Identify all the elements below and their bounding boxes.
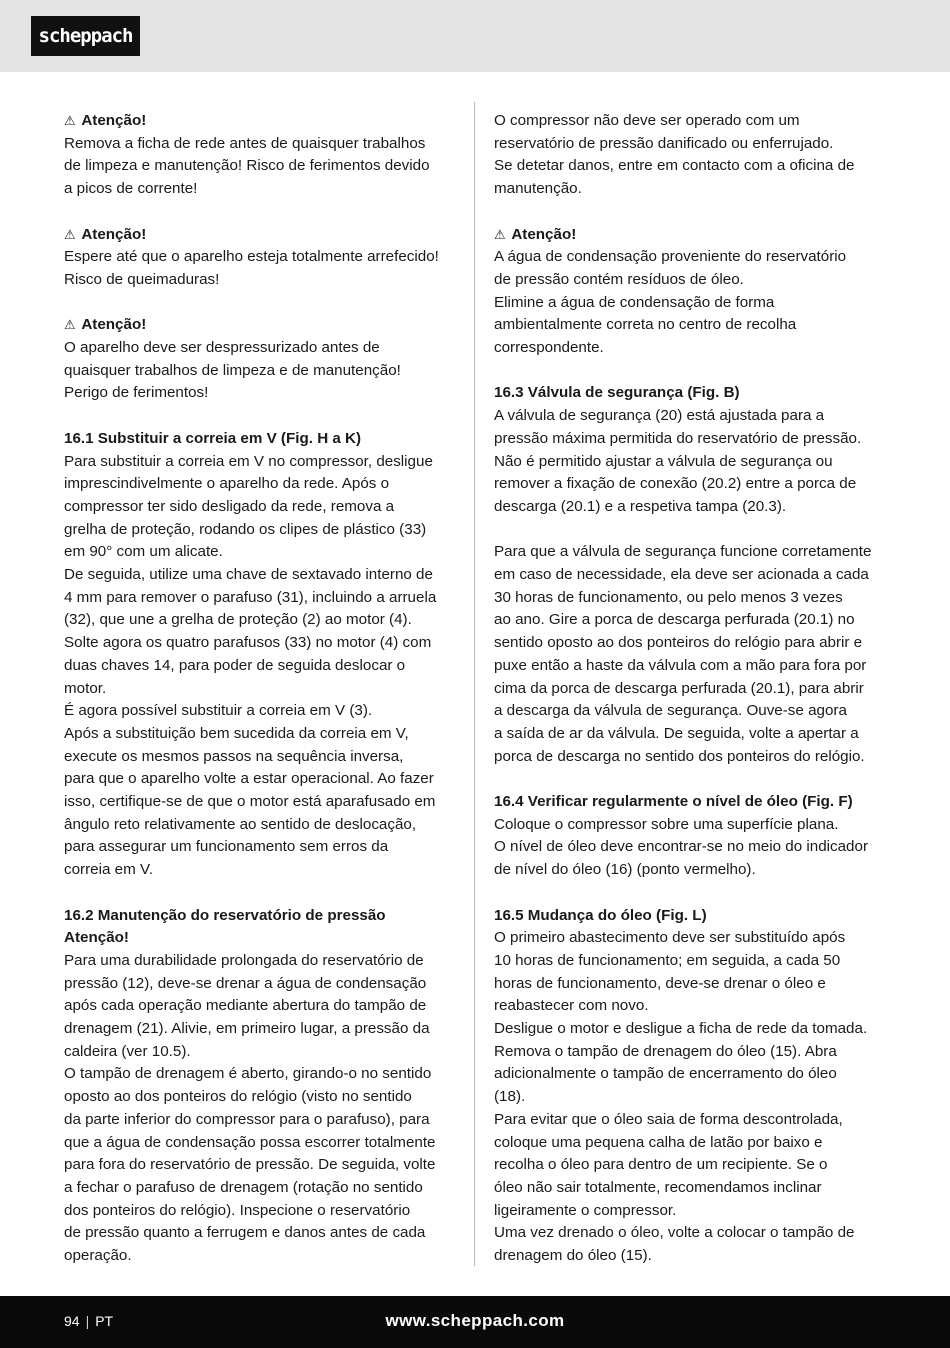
text-line: É agora possível substituir a correia em V (3).: [64, 702, 373, 720]
warning-title: Atenção!: [511, 225, 577, 243]
column-divider: [474, 102, 475, 1266]
text-line: a picos de corrente!: [64, 180, 198, 198]
text-line: Coloque o compressor sobre uma superfície plana.: [494, 815, 839, 833]
text-line: grelha de proteção, rodando os clipes de plástico (33): [64, 520, 427, 538]
text-line: para que o aparelho volte a estar operacional. Ao fazer: [64, 770, 434, 788]
text-line: drenagem do óleo (15).: [494, 1247, 652, 1265]
text-line: em 90° com um alicate.: [64, 543, 223, 561]
text-line: recolha o óleo para dentro de um recipiente. Se o: [494, 1156, 828, 1174]
text-line: oposto ao dos ponteiros do relógio (visto no sentido: [64, 1088, 412, 1106]
warning-triangle-icon: ⚠: [64, 317, 76, 333]
text-line: puxe então a haste da válvula com a mão para fora por: [494, 656, 867, 674]
warning-title: Atenção!: [81, 225, 147, 243]
text-line: A água de condensação proveniente do reservatório: [494, 248, 847, 266]
section-heading: 16.2 Manutenção do reservatório de pressão: [64, 906, 386, 924]
text-line: Espere até que o aparelho esteja totalmente arrefecido!: [64, 248, 439, 266]
text-line: A válvula de segurança (20) está ajustada para a: [494, 407, 825, 425]
text-line: quaisquer trabalhos de limpeza e de manutenção!: [64, 361, 401, 379]
text-line: para fora do reservatório de pressão. De seguida, volte: [64, 1156, 436, 1174]
text-line: remover a fixação de conexão (20.2) entre a porca de: [494, 475, 857, 493]
text-line: Perigo de ferimentos!: [64, 384, 209, 402]
section-16-3-continued: [494, 541, 886, 768]
text-line: a descarga da válvula de segurança. Ouve-se agora: [494, 702, 847, 720]
intro-block: [494, 110, 886, 201]
page-separator: |: [85, 1313, 90, 1329]
text-line: O primeiro abastecimento deve ser substituído após: [494, 929, 846, 947]
text-line: O nível de óleo deve encontrar-se no meio do indicador: [494, 838, 869, 856]
warning-triangle-icon: ⚠: [494, 226, 506, 242]
text-line: (18).: [494, 1088, 526, 1106]
text-line: execute os mesmos passos na sequência inversa,: [64, 747, 404, 765]
text-line: correia em V.: [64, 861, 153, 879]
text-line: óleo não sair totalmente, recomendamos inclinar: [494, 1178, 822, 1196]
text-line: Desligue o motor e desligue a ficha de rede da tomada.: [494, 1020, 868, 1038]
text-line: descarga (20.1) e a respetiva tampa (20.3).: [494, 497, 787, 515]
text-line: Para uma durabilidade prolongada do reservatório de: [64, 951, 424, 969]
text-line: compressor ter sido desligado da rede, remova a: [64, 497, 395, 515]
text-line: de pressão contém resíduos de óleo.: [494, 270, 744, 288]
text-line: 4 mm para remover o parafuso (31), incluindo a arruela: [64, 588, 437, 606]
text-line: em caso de necessidade, ela deve ser acionada a cada: [494, 566, 869, 584]
text-line: Para substituir a correia em V no compressor, desligue: [64, 452, 433, 470]
text-line: de nível do óleo (16) (ponto vermelho).: [494, 861, 756, 879]
left-column: [64, 110, 456, 1268]
warning-block: [64, 224, 456, 292]
text-line: Para que a válvula de segurança funcione corretamente: [494, 543, 872, 561]
text-line: manutenção.: [494, 180, 582, 198]
warning-block: [494, 224, 886, 360]
language-code: PT: [95, 1313, 114, 1329]
section-16-5: [494, 905, 886, 1268]
text-line: coloque uma pequena calha de latão por baixo e: [494, 1133, 823, 1151]
text-line: O aparelho deve ser despressurizado antes de: [64, 339, 380, 356]
text-line: adicionalmente o tampão de encerramento do óleo: [494, 1065, 837, 1083]
text-line: horas de funcionamento, deve-se drenar o óleo e: [494, 974, 826, 992]
text-line: ligeiramente o compressor.: [494, 1201, 677, 1219]
text-line: a fechar o parafuso de drenagem (rotação no sentido: [64, 1178, 423, 1196]
warning-block: [64, 314, 456, 405]
section-heading: 16.3 Válvula de segurança (Fig. B): [494, 384, 740, 402]
text-line: de limpeza e manutenção! Risco de ferimentos devido: [64, 157, 430, 175]
text-line: que a água de condensação possa escorrer totalmente: [64, 1133, 436, 1151]
text-line: a saída de ar da válvula. De seguida, volte a apertar a: [494, 724, 859, 742]
text-line: pressão (12), deve-se drenar a água de condensação: [64, 974, 427, 992]
text-line: reservatório de pressão danificado ou enferrujado.: [494, 134, 834, 152]
text-line: Para evitar que o óleo saia de forma descontrolada,: [494, 1110, 843, 1128]
text-line: imprescindivelmente o aparelho da rede. Após o: [64, 475, 390, 493]
text-line: Elimine a água de condensação de forma: [494, 293, 775, 311]
warning-title: Atenção!: [64, 929, 129, 947]
page-header: [0, 0, 950, 72]
page-footer: [0, 1296, 950, 1348]
section-heading: 16.1 Substituir a correia em V (Fig. H a K): [64, 429, 362, 447]
text-line: operação.: [64, 1247, 132, 1265]
text-line: da parte inferior do compressor para o parafuso), para: [64, 1110, 430, 1128]
text-line: duas chaves 14, para poder de seguida deslocar o: [64, 656, 406, 674]
section-16-4: [494, 791, 886, 882]
warning-triangle-icon: ⚠: [64, 226, 76, 242]
text-line: correspondente.: [494, 339, 604, 357]
text-line: 10 horas de funcionamento; em seguida, a cada 50: [494, 951, 841, 969]
text-line: Risco de queimaduras!: [64, 270, 220, 288]
text-line: após cada operação mediante abertura do tampão de: [64, 997, 427, 1015]
text-line: 30 horas de funcionamento, ou pelo menos 3 vezes: [494, 588, 843, 606]
text-line: motor.: [64, 679, 107, 697]
warning-triangle-icon: ⚠: [64, 113, 76, 128]
text-line: dos ponteiros do relógio). Inspecione o reservatório: [64, 1201, 411, 1219]
section-16-2: [64, 905, 456, 1268]
text-line: O tampão de drenagem é aberto, girando-o no sentido: [64, 1065, 432, 1083]
section-16-1: [64, 428, 456, 882]
text-line: para assegurar um funcionamento sem erros da: [64, 838, 389, 856]
text-line: pressão máxima permitida do reservatório de pressão.: [494, 429, 862, 447]
text-line: de pressão quanto a ferrugem e danos antes de cada: [64, 1224, 426, 1242]
text-line: Não é permitido ajustar a válvula de segurança ou: [494, 452, 833, 470]
text-line: cima da porca de descarga perfurada (20.1), para abrir: [494, 679, 864, 697]
text-line: ao ano. Gire a porca de descarga perfurada (20.1) no: [494, 611, 855, 629]
text-line: porca de descarga no sentido dos ponteiros do relógio.: [494, 747, 865, 765]
text-line: drenagem (21). Alivie, em primeiro lugar, a pressão da: [64, 1020, 430, 1038]
text-line: Após a substituição bem sucedida da correia em V,: [64, 724, 409, 742]
text-line: reabastecer com novo.: [494, 997, 649, 1015]
text-line: Remova o tampão de drenagem do óleo (15). Abra: [494, 1042, 837, 1060]
warning-title: Atenção!: [81, 316, 147, 334]
text-line: caldeira (ver 10.5).: [64, 1042, 191, 1060]
text-line: (32), que une a grelha de proteção (2) ao motor (4).: [64, 611, 412, 629]
text-line: Remova a ficha de rede antes de quaisquer trabalhos: [64, 134, 426, 152]
text-line: Se detetar danos, entre em contacto com a oficina de: [494, 157, 855, 175]
text-line: sentido oposto ao dos ponteiros do relógio para abrir e: [494, 634, 863, 652]
text-line: O compressor não deve ser operado com um: [494, 112, 800, 129]
text-line: Uma vez drenado o óleo, volte a colocar o tampão de: [494, 1224, 855, 1242]
page-number: 94: [64, 1313, 80, 1329]
section-heading: 16.4 Verificar regularmente o nível de óleo (Fig. F): [494, 793, 853, 811]
warning-title: Atenção!: [81, 112, 147, 129]
text-line: ângulo reto relativamente ao sentido de deslocação,: [64, 815, 417, 833]
text-line: isso, certifique-se de que o motor está aparafusado em: [64, 793, 436, 811]
text-line: De seguida, utilize uma chave de sextavado interno de: [64, 566, 433, 584]
section-16-3: [494, 382, 886, 518]
warning-block: [64, 110, 456, 201]
brand-logo: scheppach: [31, 16, 140, 56]
text-line: ambientalmente correta no centro de recolha: [494, 316, 797, 334]
text-line: Solte agora os quatro parafusos (33) no motor (4) com: [64, 634, 432, 652]
section-heading: 16.5 Mudança do óleo (Fig. L): [494, 906, 707, 924]
website-link[interactable]: www.scheppach.com: [385, 1311, 565, 1330]
right-column: [494, 110, 886, 1268]
